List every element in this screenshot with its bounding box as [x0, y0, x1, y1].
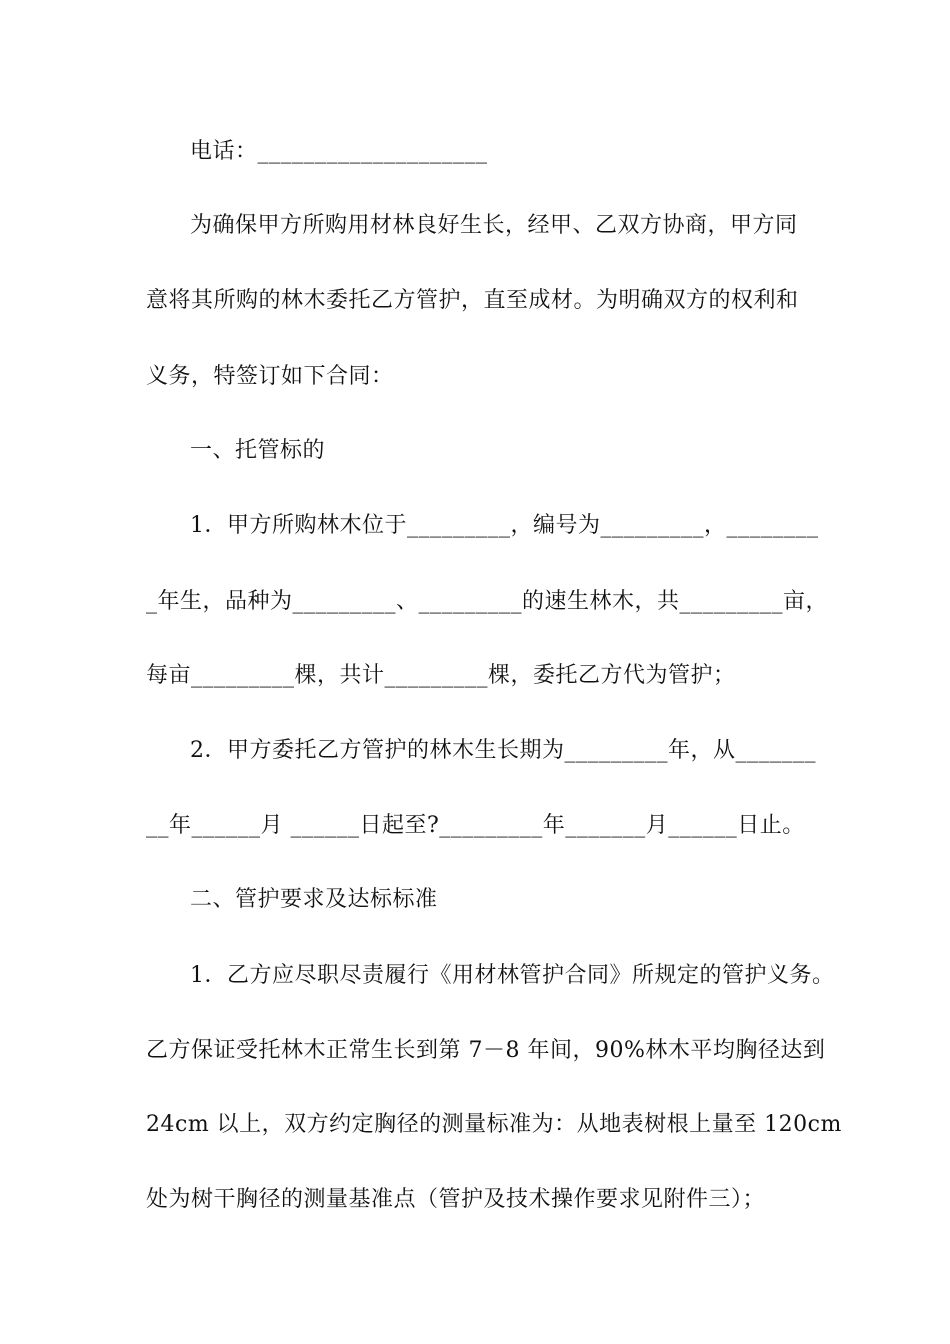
paragraph-line: 1．甲方所购林木位于_________，编号为_________，________ — [190, 513, 819, 538]
paragraph-line: 意将其所购的林木委托乙方管护，直至成材。为明确双方的权利和 — [146, 288, 799, 313]
section-heading: 二、管护要求及达标标准 — [190, 887, 438, 912]
paragraph-line: 24cm 以上，双方约定胸径的测量标准为：从地表树根上量至 120cm — [146, 1112, 842, 1137]
paragraph-line: 2．甲方委托乙方管护的林木生长期为_________年，从_______ — [190, 738, 816, 763]
paragraph-line: 乙方保证受托林木正常生长到第 7－8 年间，90%林木平均胸径达到 — [146, 1038, 826, 1063]
paragraph-line: _年生，品种为_________、_________的速生林木，共_________亩， — [146, 589, 829, 614]
phone-line: 电话：____________________ — [190, 139, 488, 164]
paragraph-line: 为确保甲方所购用材林良好生长，经甲、乙双方协商，甲方同 — [190, 213, 798, 238]
paragraph-line: 1．乙方应尽职尽责履行《用材林管护合同》所规定的管护义务。 — [190, 963, 835, 988]
paragraph-line: 每亩_________棵，共计_________棵，委托乙方代为管护； — [146, 663, 736, 688]
paragraph-line: 义务，特签订如下合同： — [146, 364, 394, 389]
section-heading: 一、托管标的 — [190, 438, 326, 463]
paragraph-line: 处为树干胸径的测量基准点（管护及技术操作要求见附件三）； — [146, 1187, 766, 1212]
paragraph-line: __年______月 ______日起至?_________年_______月______日止。 — [146, 813, 805, 838]
